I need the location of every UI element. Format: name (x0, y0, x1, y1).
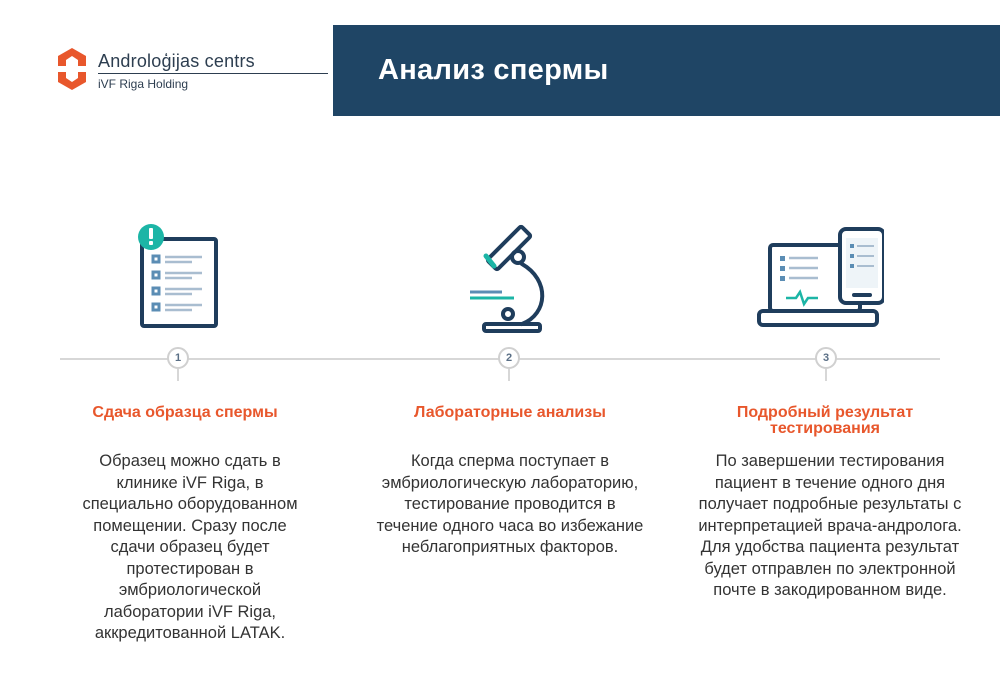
step-1-number: 1 (167, 347, 189, 369)
logo-brand: Androloģijas centrs (98, 51, 255, 71)
step-3-title: Подробный результат тестирования (736, 404, 914, 437)
page-title: Анализ спермы (378, 54, 609, 86)
step-3-tick (825, 369, 827, 381)
laptop-phone-icon (756, 226, 884, 330)
logo-divider (98, 73, 328, 74)
header-banner (333, 25, 1000, 116)
step-3-description: По завершении тестирования пациент в течение одного дня получает подробные результаты с интерпретацией врача-андролога. Для удобства пациента результат будет отправлен по электронной почте в закодированном виде. (698, 452, 962, 599)
logo-mark-icon (58, 48, 86, 90)
step-2-description: Когда сперма поступает в эмбриологическую лабораторию, тестирование проводится в течение одного часа во избежание неблагоприятных факторов. (376, 452, 644, 556)
step-1-description: Образец можно сдать в клинике iVF Riga, в специально оборудованном помещении. Сразу после сдачи образец будет протестирован в эмбриологической лаборатории iVF Riga, аккредитованной LATAK. (82, 452, 298, 642)
step-3-number: 3 (815, 347, 837, 369)
step-1-title: Сдача образца спермы (92, 404, 278, 421)
logo (58, 44, 298, 96)
step-2-title: Лабораторные анализы (414, 404, 606, 421)
logo-subtitle: iVF Riga Holding (98, 77, 189, 91)
step-2-number: 2 (498, 347, 520, 369)
microscope-icon (462, 222, 552, 334)
step-2-tick (508, 369, 510, 381)
checklist-alert-icon (134, 222, 224, 332)
step-1-tick (177, 369, 179, 381)
